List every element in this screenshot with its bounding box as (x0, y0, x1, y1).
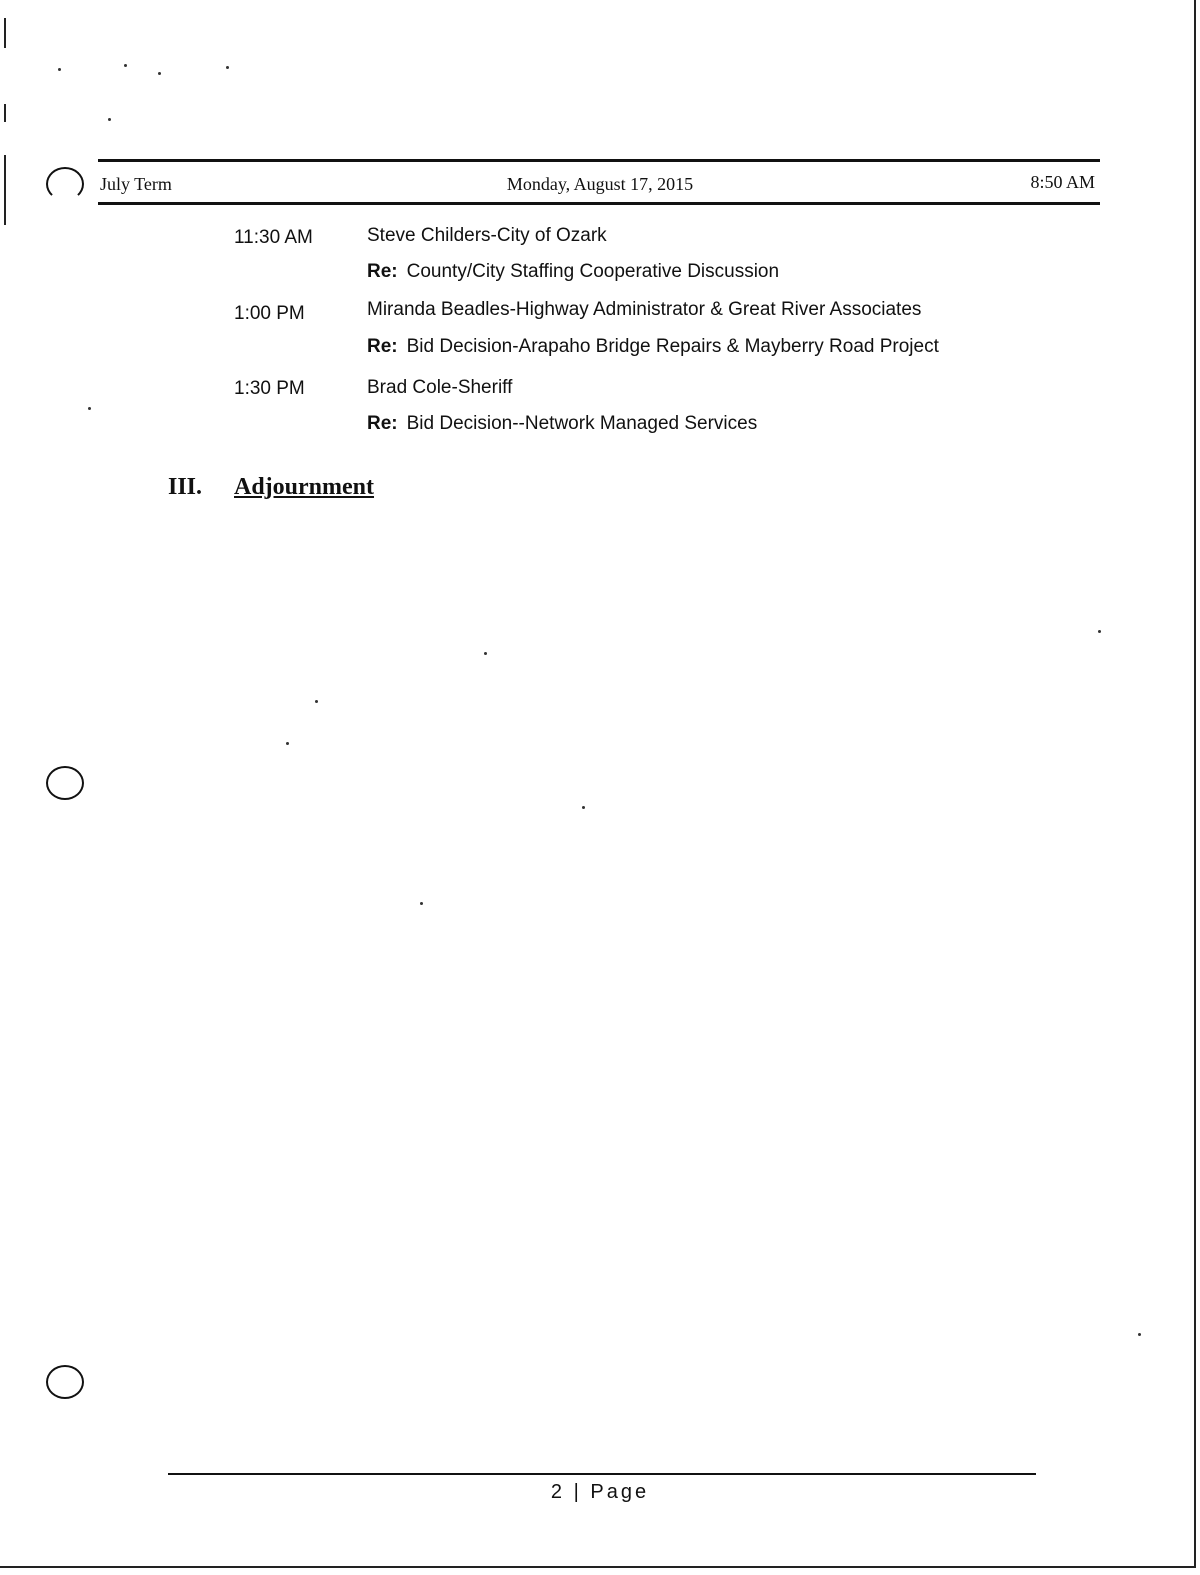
header-rule-bottom (98, 202, 1100, 205)
section-heading (168, 474, 374, 501)
re-text: Bid Decision--Network Managed Services (406, 413, 758, 434)
agenda-re (367, 335, 939, 359)
scan-speck (158, 72, 161, 75)
agenda-presenter: Miranda Beadles-Highway Administrator & Great River Associates (367, 299, 922, 320)
re-label: Re: (367, 413, 398, 434)
agenda-presenter: Steve Childers-City of Ozark (367, 225, 607, 246)
re-label: Re: (367, 261, 398, 282)
header-time: 8:50 AM (1030, 172, 1095, 192)
scan-speck (420, 902, 423, 905)
scan-speck (88, 407, 91, 410)
agenda-re (367, 412, 757, 436)
re-text: County/City Staffing Cooperative Discussion (406, 261, 780, 282)
scan-speck (124, 64, 127, 67)
section-title: Adjournment (234, 474, 375, 500)
scan-speck (108, 118, 111, 121)
re-label: Re: (367, 336, 398, 357)
section-number: III. (168, 474, 203, 500)
header-rule-top (98, 159, 1100, 162)
scan-speck (226, 66, 229, 69)
punch-hole (46, 766, 84, 800)
re-text: Bid Decision-Arapaho Bridge Repairs & Mayberry Road Project (406, 336, 939, 357)
header-term: July Term (100, 174, 172, 194)
scan-speck (484, 652, 487, 655)
scan-edge-mark (4, 18, 6, 48)
punch-hole (46, 1365, 84, 1399)
footer-rule (168, 1473, 1036, 1475)
agenda-presenter: Brad Cole-Sheriff (367, 377, 513, 398)
header-date: Monday, August 17, 2015 (506, 174, 694, 194)
scan-speck (315, 700, 318, 703)
scan-speck (286, 742, 289, 745)
agenda-time: 1:30 PM (234, 378, 305, 399)
scan-speck (1098, 630, 1101, 633)
agenda-re (367, 260, 779, 284)
page-number: 2 | Page (550, 1481, 650, 1503)
scan-speck (58, 68, 61, 71)
agenda-time: 1:00 PM (234, 303, 305, 324)
scan-speck (582, 806, 585, 809)
agenda-time: 11:30 AM (234, 227, 313, 248)
scan-speck (1138, 1333, 1141, 1336)
scan-edge-mark (4, 104, 6, 122)
